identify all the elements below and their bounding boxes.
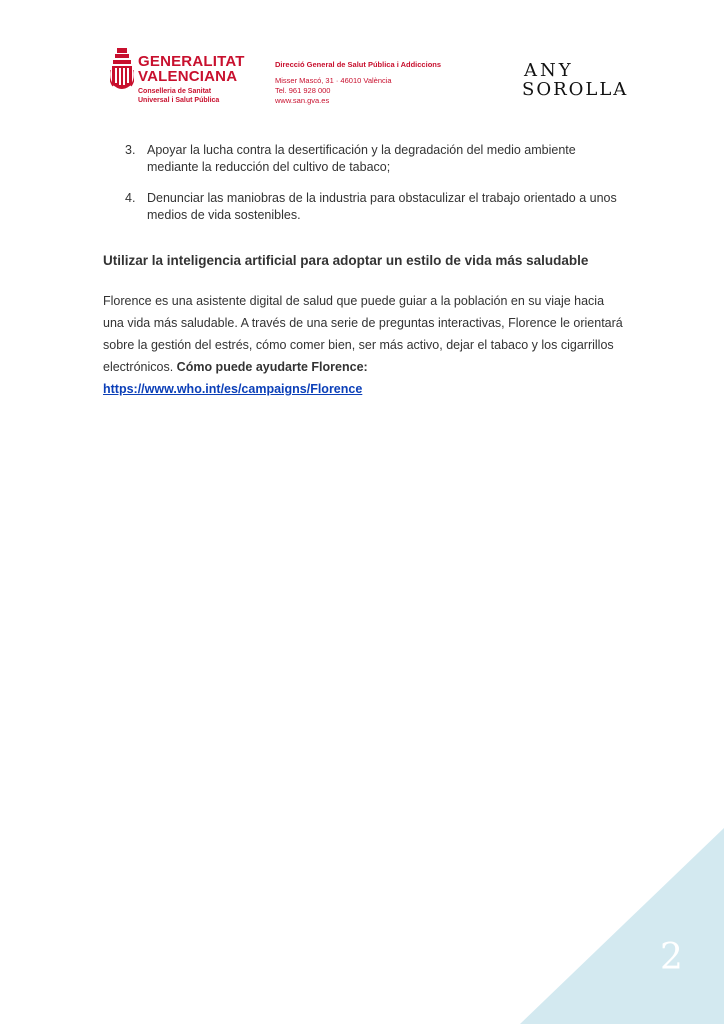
cta-colon: : (363, 360, 368, 374)
corner-decoration (520, 828, 724, 1024)
list-item (103, 190, 623, 224)
directorate-address: Misser Mascó, 31 · 46010 València (275, 76, 392, 85)
any-sorolla-line2: SOROLLA (522, 79, 629, 100)
generalitat-valenciana-logo (110, 48, 260, 112)
page-number: 2 (660, 937, 683, 978)
numbered-list (103, 142, 623, 224)
page-header (0, 0, 724, 120)
florence-link[interactable]: https://www.who.int/es/campaigns/Florence (103, 382, 363, 396)
list-item-number: 3. (125, 143, 136, 157)
section-heading: Utilizar la inteligencia artificial para adoptar un estilo de vida más saludable (103, 253, 589, 268)
list-item-number: 4. (125, 191, 136, 205)
list-item-text: Denunciar las maniobras de la industria para obstaculizar el trabajo orientado a unos medios de vida sostenibles. (147, 191, 617, 222)
directorate-contact-block (275, 60, 475, 106)
directorate-web: www.san.gva.es (275, 96, 330, 105)
any-sorolla-logo (522, 62, 646, 102)
cta-label: Cómo puede ayudarte Florence (176, 360, 364, 374)
paragraph-text: Florence es una asistente digital de salud que puede guiar a la población en su viaje hacia una vida más saludable. A través de una serie de preguntas interactivas, Florence le orientará sobre la gestión del estrés, cómo comer bien, ser más activo, dejar el tabaco y los cigarrillos electrónicos. (103, 294, 623, 374)
document-body (103, 142, 623, 400)
directorate-title: Direcció General de Salut Pública i Addiccions (275, 60, 442, 69)
directorate-phone: Tel. 961 928 000 (275, 86, 331, 95)
list-item-text: Apoyar la lucha contra la desertificación y la degradación del medio ambiente mediante la reducción del cultivo de tabaco; (147, 143, 576, 174)
body-paragraph (103, 290, 623, 400)
gva-department: Conselleria de Sanitat Universal i Salut Pública (138, 88, 220, 104)
list-item (103, 142, 623, 176)
coat-of-arms-icon (110, 48, 134, 100)
gva-name: GENERALITAT VALENCIANA (138, 53, 245, 85)
any-sorolla-line1: ANY (524, 60, 574, 81)
